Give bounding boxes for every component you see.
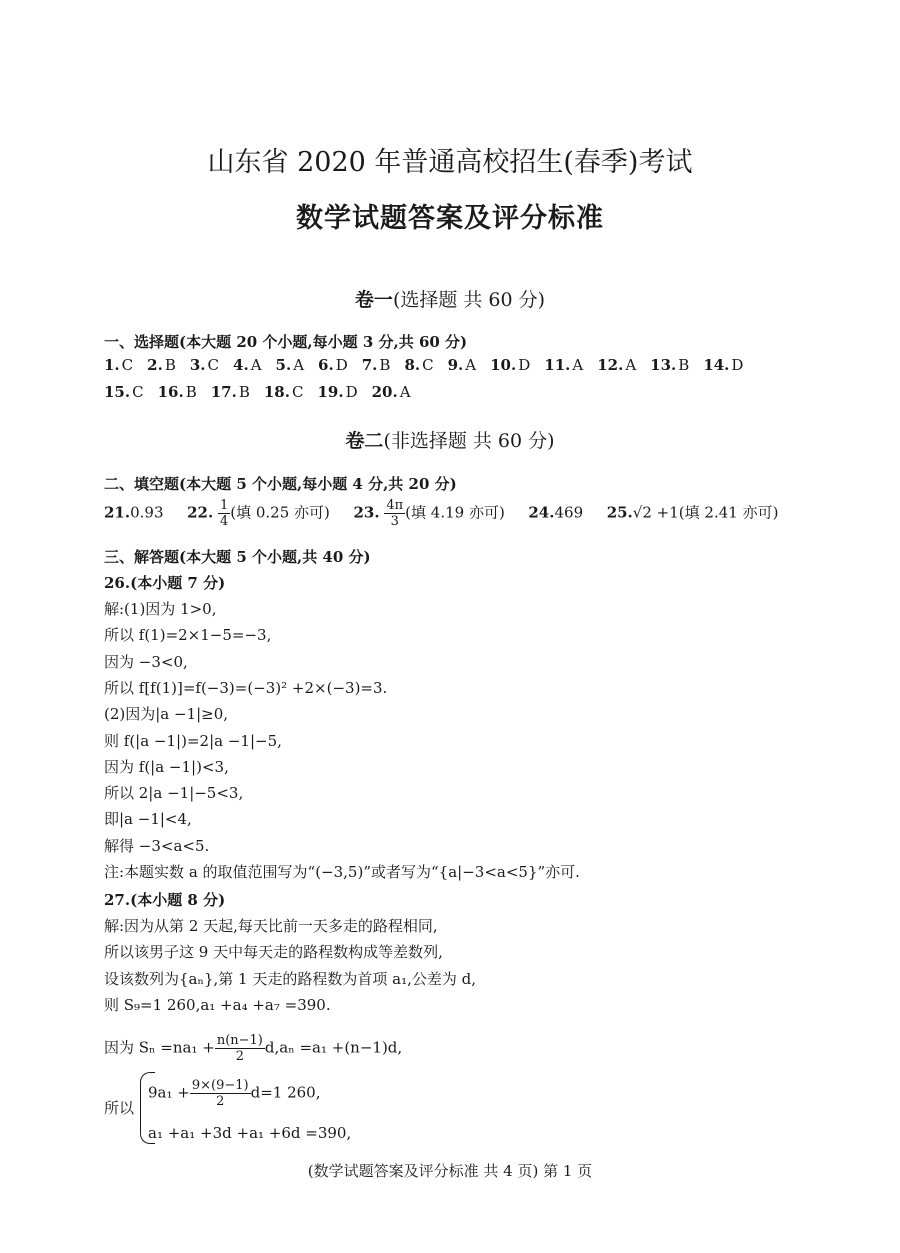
fraction: $\frac{n(n-1)}{2}$ — [216, 1033, 263, 1064]
choice-answer: 16. B — [157, 383, 197, 401]
solution-line: 则 S₉=1 260,a₁ +a₄ +a₇ =390. — [104, 995, 331, 1014]
choice-answer: 9. A — [447, 356, 477, 374]
choice-answer: 19. D — [317, 383, 358, 401]
q27-header: 27.(本小题 8 分) — [104, 891, 226, 909]
choice-answer: 13. B — [650, 356, 690, 374]
document-title: 数学试题答案及评分标准 — [296, 203, 604, 234]
choice-answer: 4. A — [233, 356, 262, 374]
solution-line: 设该数列为{aₙ},第 1 天走的路程数为首项 a₁,公差为 d, — [104, 969, 476, 988]
solution-line: 所以 f(1)=2×1−5=−3, — [104, 626, 272, 645]
solution-line: 因为 f(|a −1|)<3, — [104, 757, 229, 776]
section2-header: 二、填空题(本大题 5 个小题,每小题 4 分,共 20 分) — [104, 475, 457, 493]
choice-answer: 20. A — [371, 383, 411, 401]
system-equation-1: 9a₁ + $\frac{9\times(9-1)}{2}$ d=1 260, — [148, 1078, 321, 1109]
choice-answers-row2 — [104, 383, 425, 401]
solution-line: 即|a −1|<4, — [104, 810, 192, 829]
choice-answer: 14. D — [703, 356, 744, 374]
system-label: 所以 — [104, 1099, 135, 1117]
solution-line: 则 f(|a −1|)=2|a −1|−5, — [104, 731, 282, 750]
part1-heading: 卷一(选择题 共 60 分) — [354, 289, 546, 311]
section3-header: 三、解答题(本大题 5 个小题,共 40 分) — [104, 548, 371, 566]
solution-line: 注:本题实数 a 的取值范围写为“(−3,5)”或者写为“{a|−3<a<5}”亦可. — [104, 863, 580, 881]
q26-header: 26.(本小题 7 分) — [104, 574, 226, 592]
exam-title: 山东省 2020 年普通高校招生(春季)考试 — [207, 147, 693, 178]
choice-answer: 11. A — [544, 356, 584, 374]
fraction: $\frac{4\pi}{3}$ — [386, 498, 404, 529]
solution-line: 所以 2|a −1|−5<3, — [104, 784, 244, 803]
solution-line: 因为 −3<0, — [104, 652, 188, 671]
choice-answer: 8. C — [404, 356, 434, 374]
choice-answer: 3. C — [189, 356, 220, 374]
choice-answer: 6. D — [318, 356, 348, 374]
fill-answers-row: 21.0.93 22. $\frac{1}{4}$ (填 0.25 亦可) 23. $\frac{4\pi}{3}$ (填 4.19 亦可) 24.469 25.√2 +1(填 2.41 亦可) — [104, 498, 779, 529]
solution-line: (2)因为|a −1|≥0, — [104, 705, 229, 724]
choice-answer: 18. C — [263, 383, 304, 401]
part2-heading: 卷二(非选择题 共 60 分) — [345, 430, 555, 452]
solution-line: 所以 f[f(1)]=f(−3)=(−3)² +2×(−3)=3. — [104, 678, 388, 697]
choice-answer: 17. B — [210, 383, 250, 401]
choice-answer: 12. A — [597, 356, 637, 374]
solution-line: 所以该男子这 9 天中每天走的路程数构成等差数列, — [104, 943, 443, 962]
choice-answer: 7. B — [361, 356, 391, 374]
choice-answer: 1. C — [104, 356, 134, 374]
choice-answer: 10. D — [490, 356, 531, 374]
choice-answers-row1 — [104, 356, 757, 374]
page-footer: (数学试题答案及评分标准 共 4 页) 第 1 页 — [307, 1162, 593, 1180]
solution-line: 解得 −3<a<5. — [104, 836, 210, 855]
choice-answer: 2. B — [147, 356, 176, 374]
sn-formula-line: 因为 Sₙ =na₁ + $\frac{n(n-1)}{2}$ d,aₙ =a₁ +(n−1)d, — [104, 1033, 403, 1064]
solution-line: 解:(1)因为 1>0, — [104, 600, 217, 618]
solution-line: 解:因为从第 2 天起,每天比前一天多走的路程相同, — [104, 917, 438, 935]
fraction: $\frac{1}{4}$ — [219, 498, 229, 529]
system-equation-2: a₁ +a₁ +3d +a₁ +6d =390, — [148, 1124, 352, 1142]
choice-answer: 5. A — [275, 356, 305, 374]
fraction: $\frac{9\times(9-1)}{2}$ — [191, 1078, 249, 1109]
section1-header: 一、选择题(本大题 20 个小题,每小题 3 分,共 60 分) — [104, 333, 468, 351]
choice-answer: 15. C — [104, 383, 144, 401]
